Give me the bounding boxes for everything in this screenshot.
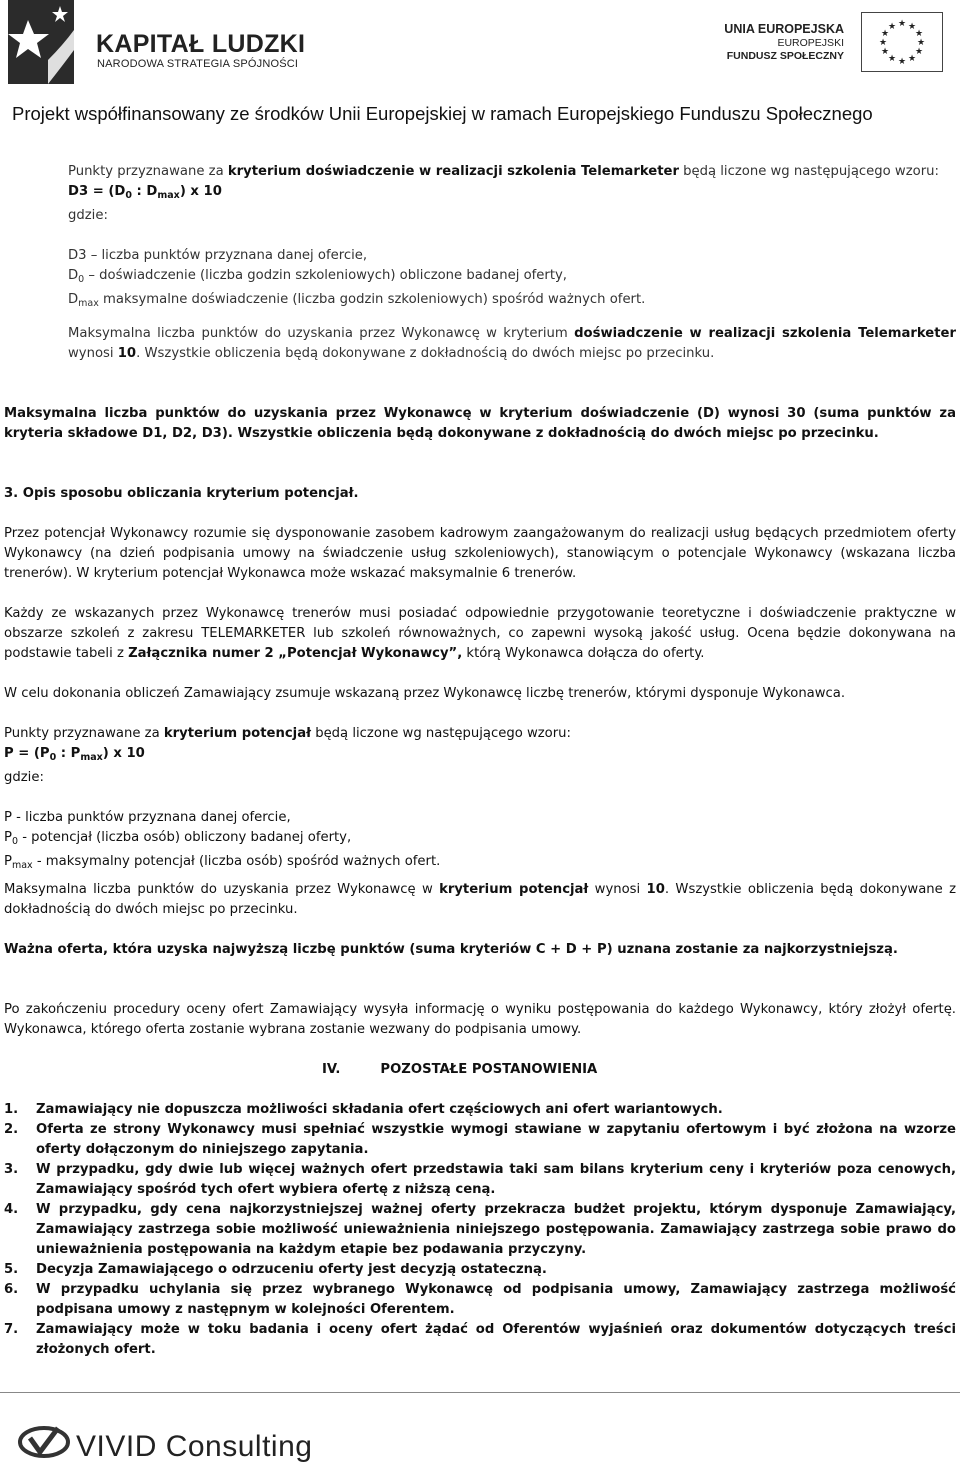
section-number: IV. [322, 1062, 341, 1077]
p-formula: $P = (P_0$ : $P_{max}$) x 10 [4, 746, 145, 763]
section-iv-title [322, 1060, 597, 1080]
provision-text: Decyzja Zamawiającego o odrzuceniu oferty jest decyzją ostateczną. [36, 1262, 547, 1277]
provision-item [4, 1200, 956, 1260]
d3-formula: $D3 = (D_0$ : $D_{max}$) x 10 [68, 184, 222, 201]
provision-text: Zamawiający nie dopuszcza możliwości składania ofert częściowych ani ofert wariantowych. [36, 1102, 723, 1117]
eu-line-1: UNIA EUROPEJSKA [724, 22, 844, 36]
p-def-p0: $P_0$ - potencjał (liczba osób) obliczony badanej oferty, [4, 830, 352, 847]
provision-item [4, 1160, 956, 1200]
provision-item [4, 1120, 956, 1160]
provision-number: 5. [4, 1262, 19, 1277]
provision-number: 6. [4, 1282, 19, 1297]
svg-text:★: ★ [880, 29, 890, 39]
svg-text:★: ★ [878, 38, 888, 48]
provision-item [4, 1260, 956, 1280]
svg-text:★: ★ [907, 54, 917, 64]
provision-number: 7. [4, 1322, 19, 1337]
svg-text:★: ★ [907, 22, 917, 32]
provision-item [4, 1320, 956, 1360]
provision-number: 4. [4, 1202, 19, 1217]
svg-text:★: ★ [914, 47, 924, 57]
eu-line-3: FUNDUSZ SPOŁECZNY [726, 50, 844, 62]
p-def-pmax: $P_{max}$ - maksymalny potencjał (liczba osób) spośród ważnych ofert. [4, 854, 441, 871]
svg-text:★: ★ [897, 19, 907, 29]
svg-text:★: ★ [914, 29, 924, 39]
d-total-paragraph: Maksymalna liczba punktów do uzyskania przez Wykonawcę w kryterium doświadczenie (D) wynosi 30 (suma punktów za kryteria składowe D1, D2, D3). Wszystkie obliczenia będą dokonywane z dokładnością do dwóch miejsc po przecinku. [4, 406, 956, 441]
provision-text: W przypadku, gdy cena najkorzystniejszej ważnej oferty przekracza budżet projektu, którym dysponuje Zamawiający, Zamawiający zastrzega sobie możliwość unieważnienia niniejszego postępowania. Zamawiający zastrzega sobie prawo do unieważnienia postępowania na każdym etapie bez podawania przyczyny. [36, 1202, 956, 1257]
d3-intro: Punkty przyznawane za kryterium doświadczenie w realizacji szkolenia Telemarketer będą liczone wg następującego wzoru: [68, 164, 939, 179]
svg-text:★: ★ [887, 54, 897, 64]
trainer-requirements: Każdy ze wskazanych przez Wykonawcę trenerów musi posiadać odpowiednie przygotowanie teoretyczne i doświadczenie praktyczne w obszarze szkoleń z zakresu TELEMARKETER lub szkoleń równoważnych, co zapewni wysoką jakość usług. Ocena będzie dokonywana na podstawie tabeli z Załącznika numer 2 „Potencjał Wykonawcy”, którą Wykonawca dołącza do oferty. [4, 606, 956, 661]
potential-formula-block [4, 724, 956, 876]
d3-where: gdzie: [68, 208, 108, 223]
vivid-consulting-logo-icon [16, 1420, 76, 1464]
provisions-list [4, 1100, 956, 1360]
provision-number: 2. [4, 1122, 19, 1137]
provision-text: Zamawiający może w toku badania i oceny ofert żądać od Oferentów wyjaśnień oraz dokumentów dotyczących treści złożonych ofert. [36, 1322, 956, 1357]
provision-item [4, 1280, 956, 1320]
provision-text: Oferta ze strony Wykonawcy musi spełniać wszystkie wymogi stawiane w zapytaniu ofertowym i być złożona na wzorze oferty dołączonym do niniejszego zapytania. [36, 1122, 956, 1157]
d3-criterion-block [68, 162, 956, 364]
d3-def-dmax: $D_{max}$ maksymalne doświadczenie (liczba godzin szkoleniowych) spośród ważnych ofert. [68, 292, 646, 309]
section-name: POZOSTAŁE POSTANOWIENIA [380, 1062, 598, 1077]
procedure-end-paragraph: Po zakończeniu procedury oceny ofert Zamawiający wysyła informację o wyniku postępowania do każdego Wykonawcy, który złożył ofertę. Wykonawca, którego oferta zostanie wybrana zostanie wezwany do podpisania umowy. [4, 1002, 956, 1037]
p-where: gdzie: [4, 770, 44, 785]
kapital-ludzki-logo [8, 0, 74, 84]
d3-def-d0: $D_0$ – doświadczenie (liczba godzin szkoleniowych) obliczone badanej oferty, [68, 268, 567, 285]
provision-number: 1. [4, 1102, 19, 1117]
svg-text:★: ★ [887, 22, 897, 32]
kapital-ludzki-subtitle: NARODOWA STRATEGIA SPÓJNOŚCI [97, 58, 299, 70]
potential-max-points: Maksymalna liczba punktów do uzyskania przez Wykonawcę w kryterium potencjał wynosi 10. Wszystkie obliczenia będą dokonywane z dokładnością do dwóch miejsc po przecinku. [4, 882, 956, 917]
svg-text:★: ★ [880, 47, 890, 57]
potential-section-heading: 3. Opis sposobu obliczania kryterium potencjał. [4, 486, 359, 501]
p-intro: Punkty przyznawane za kryterium potencjał będą liczone wg następującego wzoru: [4, 726, 571, 741]
potential-definition: Przez potencjał Wykonawcy rozumie się dysponowanie zasobem kadrowym zaangażowanym do realizacji usług będących przedmiotem oferty Wykonawcy (na dzień podpisania umowy na świadczenie usług szkoleniowych), stanowiącym o potencjale Wykonawcy (wskazana liczba trenerów). W kryterium potencjał Wykonawca może wskazać maksymalnie 6 trenerów. [4, 526, 956, 581]
p-def-p: P - liczba punktów przyznana danej ofercie, [4, 810, 291, 825]
eu-line-2: EUROPEJSKI [777, 37, 844, 49]
provision-item [4, 1100, 956, 1120]
d3-max-points: Maksymalna liczba punktów do uzyskania przez Wykonawcę w kryterium doświadczenie w realizacji szkolenia Telemarketer wynosi 10. Wszystkie obliczenia będą dokonywane z dokładnością do dwóch miejsc po przecinku. [68, 326, 956, 361]
kapital-ludzki-star-icon [8, 0, 74, 84]
eu-flag-icon [861, 12, 943, 72]
provision-number: 3. [4, 1162, 19, 1177]
provision-text: W przypadku, gdy dwie lub więcej ważnych ofert przedstawia taki sam bilans kryterium ceny i kryteriów poza cenowych, Zamawiający spośród tych ofert wybiera ofertę z niższą ceną. [36, 1162, 956, 1197]
svg-text:★: ★ [916, 38, 926, 48]
footer-divider [0, 1392, 960, 1393]
svg-text:★: ★ [897, 57, 907, 67]
best-offer-paragraph: Ważna oferta, która uzyska najwyższą liczbę punktów (suma kryteriów C + D + P) uznana zostanie za najkorzystniejszą. [4, 942, 898, 957]
vivid-consulting-brand: VIVID Consulting [76, 1430, 313, 1463]
project-cofinancing-line: Projekt współfinansowany ze środków Unii Europejskiej w ramach Europejskiego Funduszu Społecznego [12, 103, 873, 124]
page-header [0, 0, 960, 130]
d3-def-d3: D3 – liczba punktów przyznana danej ofercie, [68, 248, 368, 263]
kapital-ludzki-title: KAPITAŁ LUDZKI [96, 30, 306, 58]
trainer-sum-paragraph: W celu dokonania obliczeń Zamawiający zsumuje wskazaną przez Wykonawcę liczbę trenerów, którymi dysponuje Wykonawca. [4, 686, 846, 701]
provision-text: W przypadku uchylania się przez wybranego Wykonawcę od podpisania umowy, Zamawiający zastrzega możliwość podpisana umowy z następnym w kolejności Oferentem. [36, 1282, 956, 1317]
eu-fund-label [700, 22, 844, 63]
